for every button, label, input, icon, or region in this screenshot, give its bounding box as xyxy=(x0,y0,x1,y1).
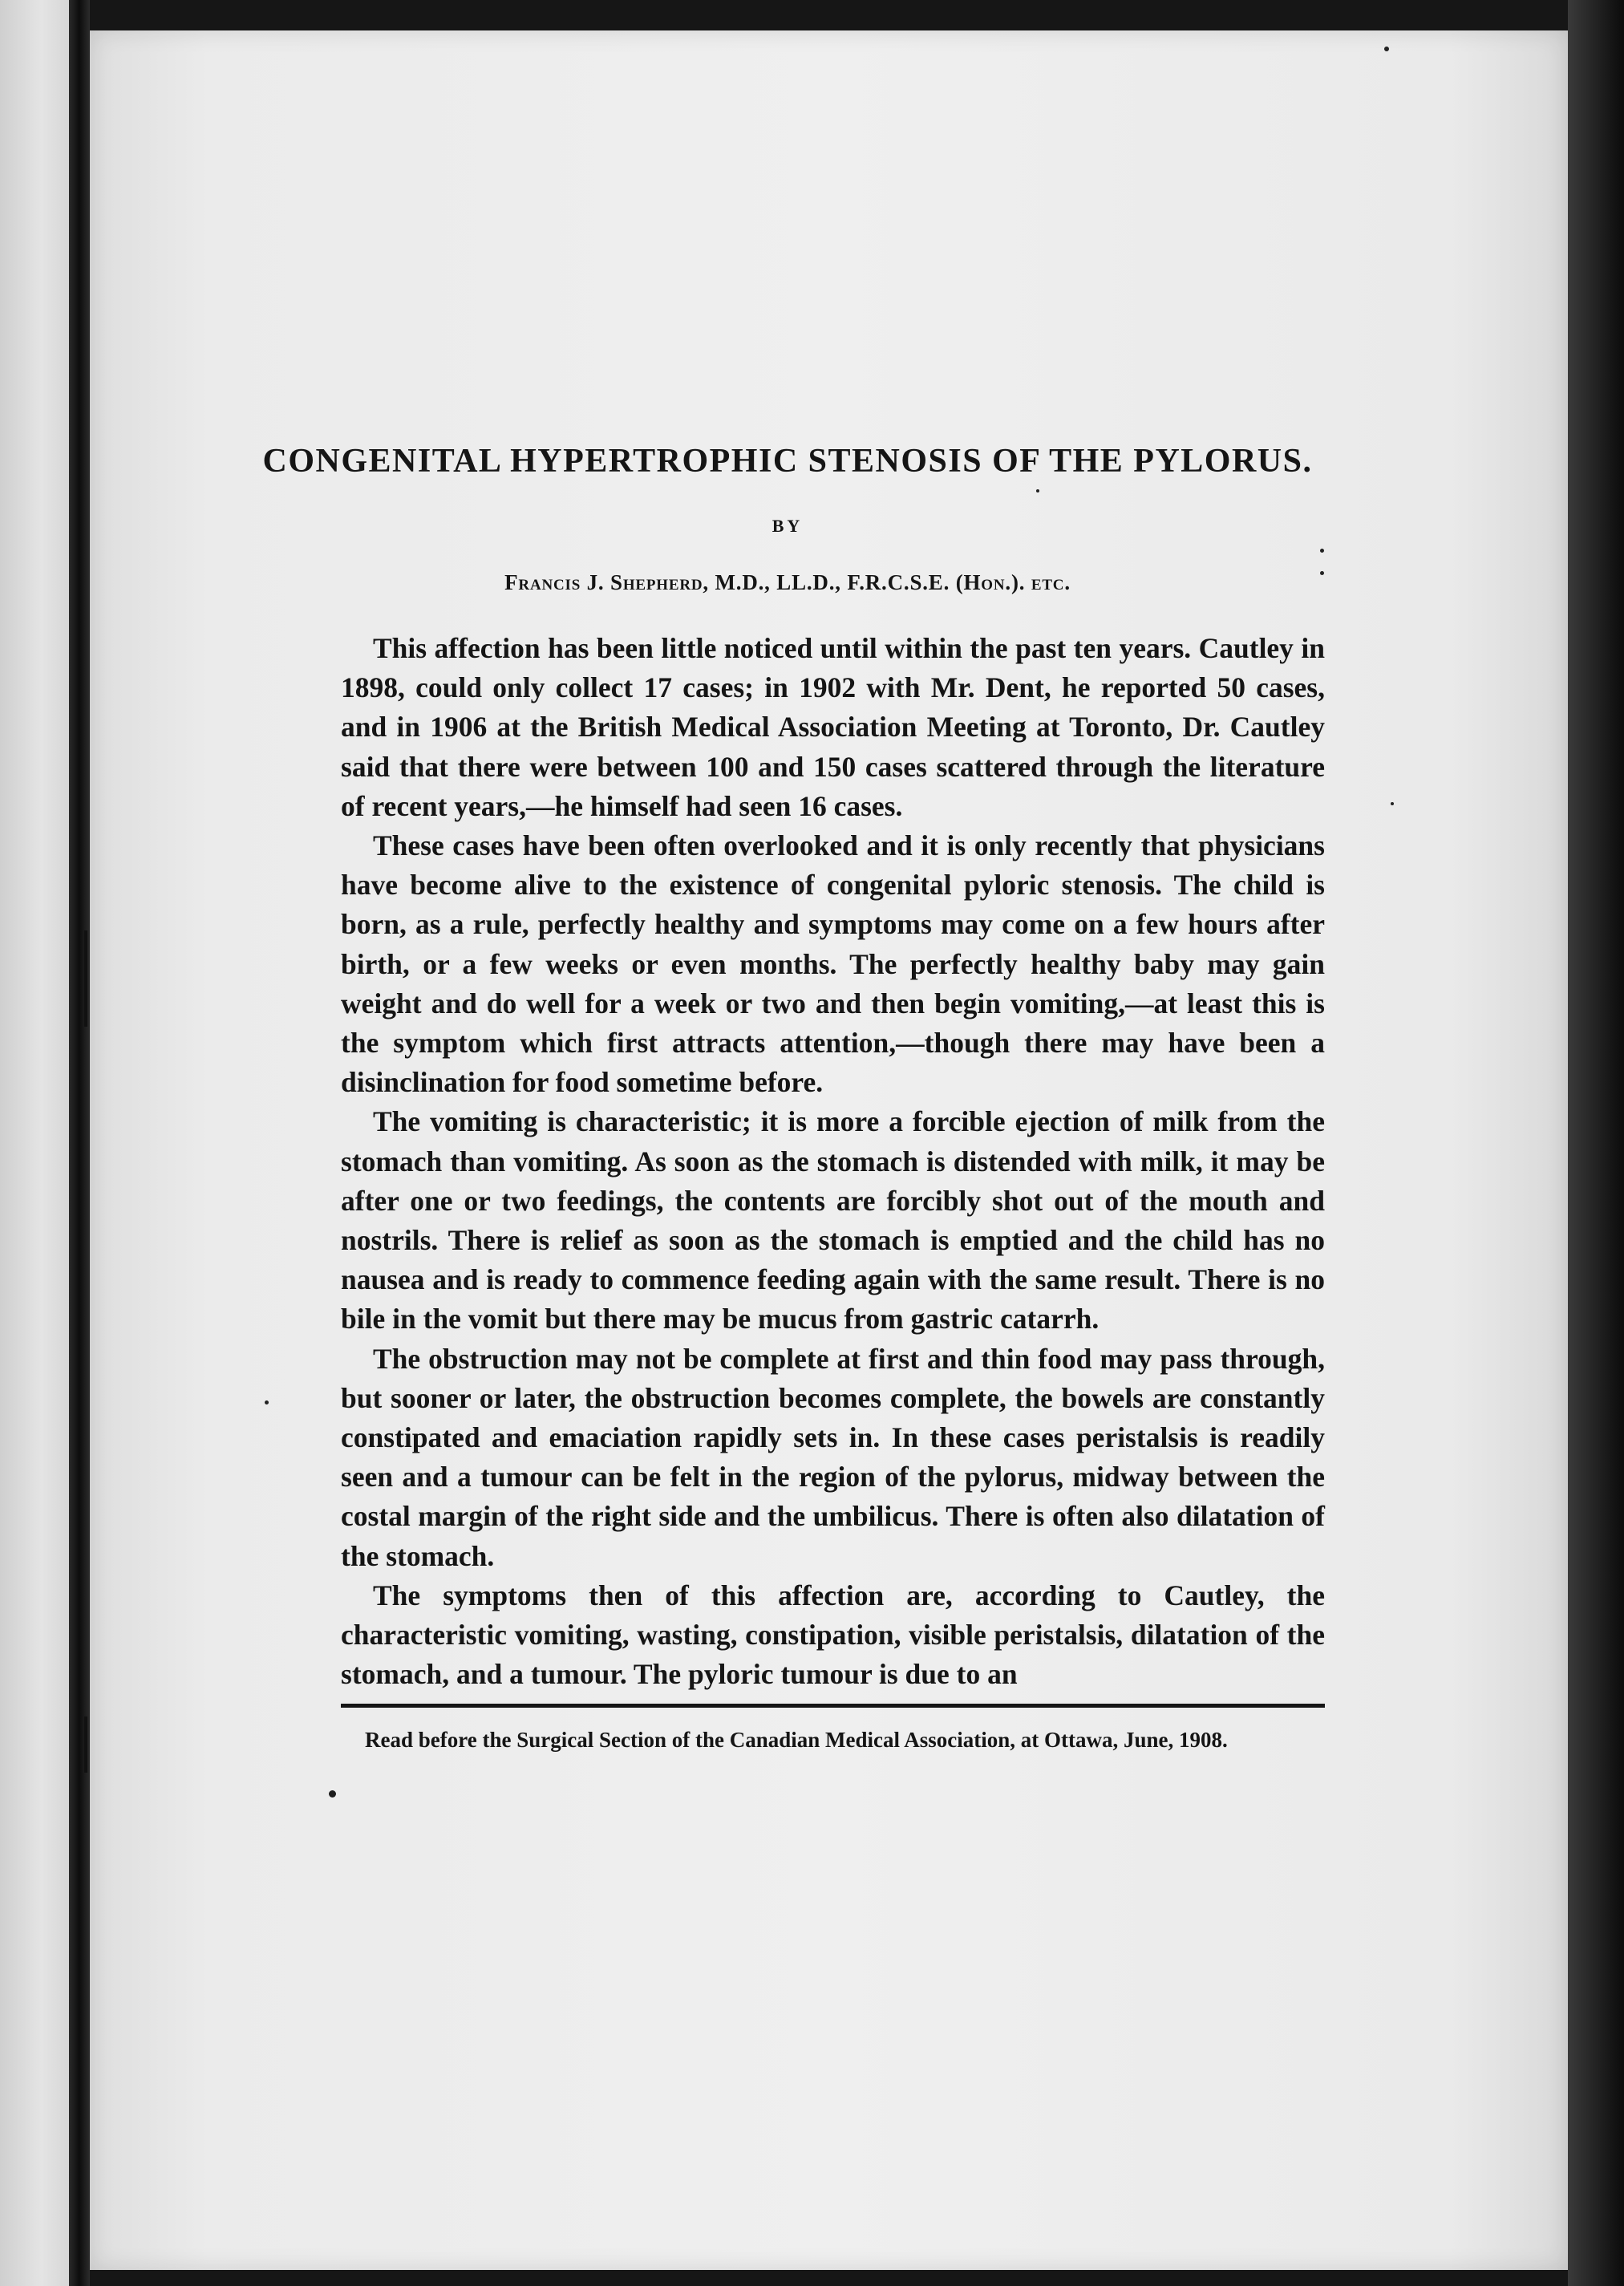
book-gutter xyxy=(69,0,90,2286)
speck xyxy=(1384,47,1389,51)
speck xyxy=(1391,802,1394,805)
paragraph: The vomiting is characteristic; it is more a forcible ejection of milk from the stomach than vomiting. As soon as the stomach is distended with milk, it may be after one or two feedings, the contents are forcibly shot out of the mouth and nostrils. There is relief as soon as the stomach is emptied and the child has no nausea and is ready to commence feeding again with the same result. There is no bile in the vomit but there may be mucus from gastric catarrh. xyxy=(341,1105,1325,1336)
paragraph: These cases have been often overlooked and it is only recently that physicians have become alive to the existence of congenital pyloric stenosis. The child is born, as a rule, perfectly healthy and symptoms may come on a few hours after birth, or a few weeks or even months. The perfectly healthy baby may gain weight and do well for a week or two and then begin vomiting,—at least this is the symptom which first attracts attention,—though there may have been a disinclination for food sometime before. xyxy=(341,829,1325,1099)
author-line: Francis J. Shepherd, M.D., LL.D., F.R.C.S.E. (Hon.). etc. xyxy=(504,570,1071,594)
facing-page-edge xyxy=(0,0,69,2286)
margin-mark xyxy=(84,930,87,1027)
margin-bullet xyxy=(329,1790,336,1798)
page-content xyxy=(250,437,1325,1754)
page-title: CONGENITAL HYPERTROPHIC STENOSIS OF THE PYLORUS. xyxy=(262,443,1313,480)
body-text xyxy=(250,629,1325,1694)
footnote-rule xyxy=(341,1704,1325,1708)
paragraph: The symptoms then of this affection are, according to Cautley, the characteristic vomiting, wasting, constipation, visible peristalsis, dilatation of the stomach, and a tumour. The pyloric tumour is due to an xyxy=(341,1579,1325,1691)
right-page-edge xyxy=(1568,0,1624,2286)
byline: BY xyxy=(772,516,804,536)
paragraph: The obstruction may not be complete at first and thin food may pass through, but sooner or later, the obstruction becomes complete, the bowels are constantly constipated and emaciation rapidly sets in. In these cases peristalsis is readily seen and a tumour can be felt in the region of the pylorus, midway between the costal margin of the right side and the umbilicus. There is often also dilatation of the stomach. xyxy=(341,1342,1325,1572)
margin-mark xyxy=(84,1717,87,1773)
paragraph: This affection has been little noticed until within the past ten years. Cautley in 1898, could only collect 17 cases; in 1902 with Mr. Dent, he reported 50 cases, and in 1906 at the British Medical Association Meeting at Toronto, Dr. Cautley said that there were between 100 and 150 cases scattered through the literature of recent years,—he himself had seen 16 cases. xyxy=(341,632,1325,822)
footnote: Read before the Surgical Section of the Canadian Medical Association, at Ottawa, June, 1908. xyxy=(365,1728,1228,1753)
